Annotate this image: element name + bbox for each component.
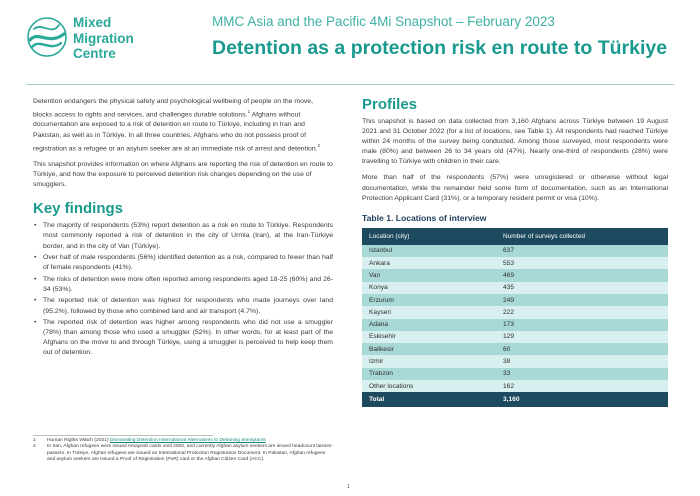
city-cell: Ankara (362, 257, 496, 269)
right-column (362, 96, 668, 407)
city-cell: Adana (362, 319, 496, 331)
city-cell: Istanbul (362, 245, 496, 257)
count-cell: 469 (496, 269, 668, 281)
list-item: • The reported risk of detention was highest for respondents who made journeys over land (95.2%), followed by those who combined land and air transport (4.7%). (33, 296, 333, 316)
footnote-number: 1 (33, 438, 36, 443)
table-row (362, 355, 668, 367)
footnotes (33, 435, 333, 463)
total-label: Total (362, 392, 496, 407)
profiles-paragraph-1: This snapshot is based on data collected from 3,160 Afghans across Türkiye between 19 August 2021 and 31 October 2022 (for a list of locations, see Table 1). All respondents had reached Türkiye within 24 months of the survey being conducted. Among those surveyed, most respondents were male (80%) and between 26 to 34 years old (47%). Nearly one-third of respondents (28%) were travelling to Türkiye with children in their care. (362, 118, 668, 166)
org-name-line1: Mixed (73, 15, 112, 30)
total-value: 3,160 (496, 392, 668, 407)
org-name-line2: Migration (73, 30, 134, 46)
footnote-ref-2[interactable]: 2 (317, 142, 321, 148)
city-cell: Trabzon (362, 368, 496, 380)
count-cell: 129 (496, 331, 668, 343)
count-cell: 173 (496, 319, 668, 331)
city-cell: Izmir (362, 355, 496, 367)
intro-paragraph-1 (33, 97, 333, 154)
page-title: Detention as a protection risk en route to Türkiye (212, 37, 668, 59)
profiles-heading: Profiles (362, 96, 418, 113)
series-label: MMC Asia and the Pacific 4Mi Snapshot – February 2023 (212, 14, 555, 29)
city-cell: Balikesir (362, 343, 496, 355)
table-row (362, 245, 668, 257)
count-cell: 249 (496, 294, 668, 306)
footnote-divider (33, 435, 213, 436)
city-cell: Erzurum (362, 294, 496, 306)
count-cell: 637 (496, 245, 668, 257)
table-row (362, 331, 668, 343)
intro-paragraph-2: This snapshot provides information on where Afghans are reporting the risk of detention en route to Türkiye, and how the exposure to perceived detention risk changes depending on the use of smugglers. (33, 161, 333, 189)
key-findings-heading: Key findings (33, 200, 124, 218)
column-header-location: Location (city) (362, 228, 496, 245)
org-name (73, 15, 134, 62)
footnote-text: Human Rights Watch (2021) (47, 438, 110, 443)
table-row (362, 257, 668, 269)
table-row (362, 269, 668, 281)
header-divider (26, 84, 674, 85)
city-cell: Konya (362, 282, 496, 294)
left-column (33, 97, 333, 360)
footnote-number: 2 (33, 444, 36, 450)
table-row (362, 343, 668, 355)
profiles-paragraph-2: More than half of the respondents (57%) were unregistered or otherwise without legal documentation, while the remainder held some form of documentation, such as an International Protection Applicant Card (31%), or a temporary resident permit or visa (10%). (362, 174, 668, 202)
key-findings-list (33, 221, 333, 358)
locations-table (362, 228, 668, 408)
city-cell: Van (362, 269, 496, 281)
mmc-logo (26, 14, 176, 66)
list-item: • The reported risk of detention was higher among respondents who did not use a smuggler (78%) than among those who used a smuggler (52%). In other words, for at least part of the Afghans on the move to and through Türkiye, using a smuggler is perceived to help keep them out of detention. (33, 318, 333, 358)
footnote-ref-1[interactable]: 1 (247, 109, 251, 115)
column-header-count: Number of surveys collected (496, 228, 668, 245)
list-item: • The majority of respondents (53%) report detention as a risk en route to Türkiye. Respondents most commonly reported a risk of detention in the city of Urmia (Iran), at the Iran-Türkiye border, and in the city of Van (Türkiye). (33, 221, 333, 251)
city-cell: Kayseri (362, 306, 496, 318)
city-cell: Eskisehir (362, 331, 496, 343)
count-cell: 162 (496, 380, 668, 392)
table-total-row (362, 392, 668, 407)
footnote-2 (33, 444, 333, 463)
org-name-line3: Centre (73, 46, 116, 61)
count-cell: 553 (496, 257, 668, 269)
table-row (362, 368, 668, 380)
table-row (362, 380, 668, 392)
list-item: • Over half of male respondents (56%) identified detention as a risk, compared to fewer than half of female respondents (41%). (33, 253, 333, 273)
footnote-link[interactable]: Dismantling Detention International Alternatives to Detaining Immigrants (109, 438, 266, 443)
intro-text-a: Detention endangers the physical safety and psychological wellbeing of people on the move, blocks access to rights and services, and challenges durable solutions. (33, 98, 314, 119)
table-title: Table 1. Locations of interview (362, 212, 487, 223)
page-number: 1 (347, 484, 351, 490)
table-row (362, 294, 668, 306)
table-header-row (362, 228, 668, 245)
count-cell: 435 (496, 282, 668, 294)
count-cell: 222 (496, 306, 668, 318)
table-row (362, 282, 668, 294)
mmc-logo-icon (26, 16, 68, 58)
list-item: • The risks of detention were more often reported among respondents aged 18-25 (60%) and 26-34 (53%). (33, 275, 333, 295)
count-cell: 60 (496, 343, 668, 355)
table-row (362, 306, 668, 318)
intro-text-b: Afghans without documentation are exposed to a risk of detention en route to Türkiye, including in Iran and Pakistan, as well as in Türkiye. In all three countries, Afghans who do not possess proof of registration as a refugee or an asylum seeker are at an immediate risk of arrest and detention. (33, 111, 318, 152)
city-cell: Other locations (362, 380, 496, 392)
count-cell: 33 (496, 368, 668, 380)
footnote-text: In Iran, Afghan refugees were issued Amayesh cards until 2002, and currently Afghan asylum seekers are issued headcount laissez-passers. In Türkiye, Afghan refugees are issued an International Protection Registration Document. In Pakistan, Afghan refugees and asylum seekers are issued a Proof of Registration (PoR) card or the Afghan Citizen Card (ACC). (47, 444, 333, 462)
table-row (362, 319, 668, 331)
count-cell: 38 (496, 355, 668, 367)
